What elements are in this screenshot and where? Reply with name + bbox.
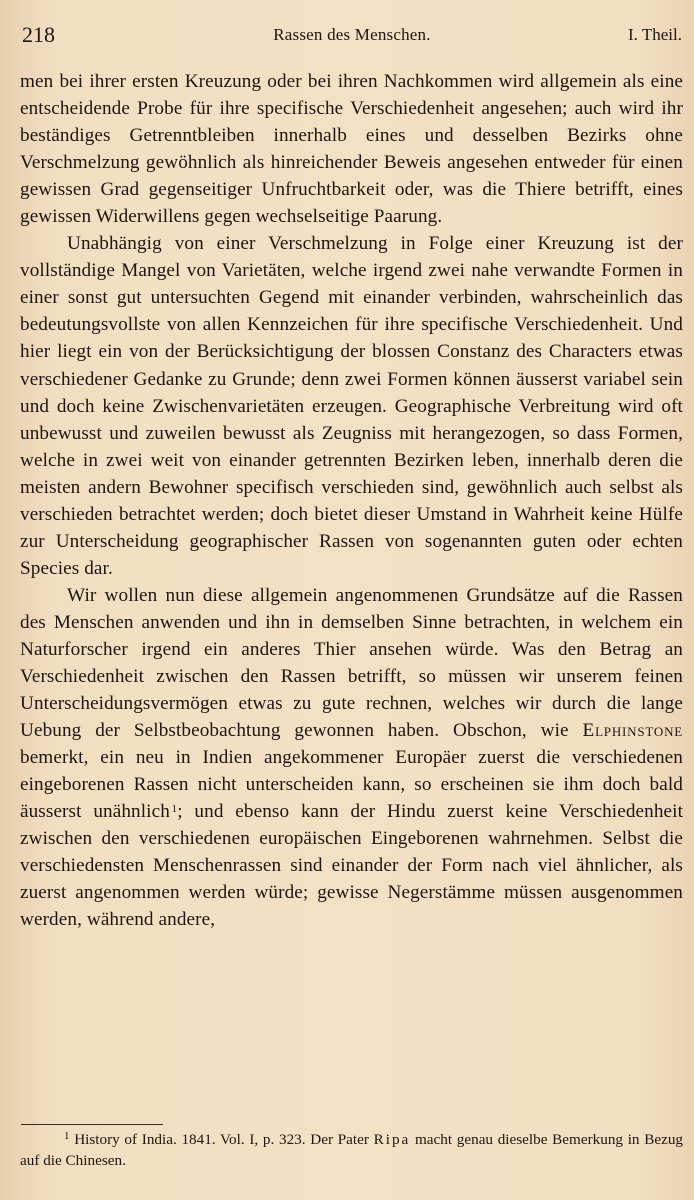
footnote-mark: 1: [64, 1130, 70, 1142]
footnote-rule: [21, 1124, 163, 1125]
paragraph-varieties: Unabhängig von einer Verschmelzung in Folge einer Kreuzung ist der vollständige Mangel von Varietäten, welche irgend zwei nahe verwandte Formen in einer sonst gut untersuchten Gegend mit einander verbinden, wahrscheinlich das bedeutungsvollste von allen Kennzeichen für ihre specifische Verschiedenheit. Und hier liegt ein von der Berücksichtigung der blossen Constanz des Characters etwas verschiedener Gedanke zu Grunde; denn zwei Formen können äusserst variabel sein und doch keine Zwischenvarietäten erzeugen. Geographische Verbreitung wird oft unbewusst und zuweilen bewusst als Zeugniss mit herangezogen, so dass Formen, welche in zwei weit von einander getrennten Bezirken leben, innerhalb deren die meisten andern Bewohner specifisch verschieden sind, gewöhnlich auch selbst als verschieden betrachtet werden; doch bietet dieser Umstand in Wahrheit keine Hülfe zur Unterscheidung geographischer Rassen von sogenannten guten oder echten Species dar.: [20, 233, 683, 579]
paragraph-text-end: ; und ebenso kann der Hindu zuerst keine Verschiedenheit zwischen den verschiedenen europäischen Eingeborenen wahrnehmen. Selbst die verschiedensten Menschenrassen sind einander der Form nach viel ähnlicher, als zuerst angenommen werden würde; gewisse Negerstämme müssen ausgenommen werden, während andere,: [20, 801, 684, 931]
footnote: [20, 1129, 683, 1171]
footnote-name: Ripa: [373, 1131, 411, 1148]
footnote-text-start: History of India. 1841. Vol. I, p. 323. Der Pater: [74, 1131, 369, 1148]
part-label: I. Theil.: [628, 25, 682, 44]
footnote-reference: 1: [171, 803, 178, 816]
footnote-text-end: macht genau dieselbe Bemerkung in Bezug auf die Chinesen.: [20, 1131, 684, 1169]
page-number: 218: [22, 22, 55, 47]
body-text: [20, 68, 683, 934]
author-name: Elphinstone: [582, 720, 683, 742]
paragraph-text-middle: bemerkt, ein neu in Indien angekommener Europäer zuerst die verschiedenen eingeborenen Rassen nicht unterscheiden kann, so erscheinen sie ihm doch bald äusserst unähnlich: [20, 747, 683, 823]
running-title: Rassen des Menschen.: [273, 25, 431, 44]
paragraph-text-start: Wir wollen nun diese allgemein angenommenen Grundsätze auf die Rassen des Menschen anwenden und ihn in demselben Sinne betrachten, in welchem ein Naturforscher irgend ein anderes Thier ansehen würde. Was den Betrag an Verschiedenheit zwischen den Rassen betrifft, so müssen wir unserem feinen Unterscheidungsvermögen etwas zu gute rechnen, welches wir durch die lange Uebung der Selbstbeobachtung gewonnen haben. Obschon, wie: [20, 584, 683, 742]
paragraph-human-races: [20, 582, 683, 934]
paragraph-continuation: men bei ihrer ersten Kreuzung oder bei ihren Nachkommen wird allgemein als eine entscheidende Probe für ihre specifische Verschiedenheit angesehen; auch wird ihr beständiges Getrenntbleiben innerhalb eines und desselben Bezirks ohne Verschmelzung gewöhnlich als hinreichender Beweis angesehen entweder für einen gewissen Grad gegenseitiger Unfruchtbarkeit oder, was die Thiere betrifft, eines gewissen Widerwillens gegen wechselseitige Paarung.: [20, 71, 683, 228]
running-head: [22, 22, 682, 52]
